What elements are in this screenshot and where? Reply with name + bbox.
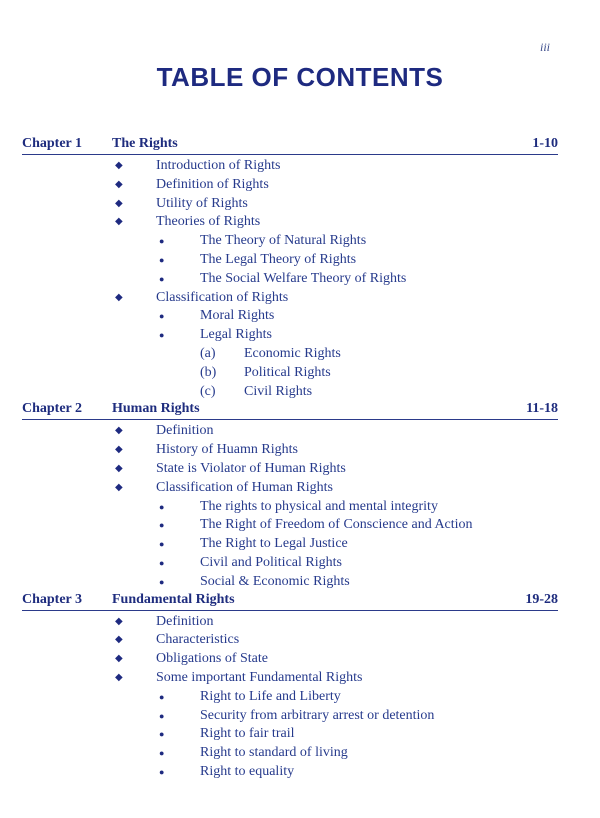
diamond-bullet-icon: ◆ [115, 615, 123, 627]
toc-entry[interactable] [22, 176, 558, 195]
toc-entry[interactable] [22, 213, 558, 232]
diamond-bullet-icon: ◆ [115, 481, 123, 493]
entry-text: State is Violator of Human Rights [156, 460, 346, 476]
entry-text: Definition [156, 423, 214, 439]
dot-bullet-icon: ● [159, 729, 165, 740]
dot-bullet-icon: ● [159, 710, 165, 721]
entry-text: Definition [156, 613, 214, 629]
diamond-bullet-icon: ◆ [115, 671, 123, 683]
dot-bullet-icon: ● [159, 520, 165, 531]
entry-text: Classification of Rights [156, 289, 289, 305]
entry-text: History of Huamn Rights [156, 442, 298, 458]
toc-entry[interactable] [22, 613, 558, 632]
chapter-title: The Rights [112, 136, 178, 151]
entry-text: Moral Rights [200, 308, 275, 324]
entry-text: Utility of Rights [156, 195, 248, 211]
diamond-bullet-icon: ◆ [115, 425, 123, 437]
diamond-bullet-icon: ◆ [115, 634, 123, 646]
chapter-number: Chapter 2 [22, 401, 83, 417]
entry-marker: (a) [200, 345, 216, 361]
diamond-bullet-icon: ◆ [115, 178, 123, 190]
entry-text: Social & Economic Rights [200, 573, 350, 589]
entry-text: The Right of Freedom of Conscience and Action [200, 517, 473, 533]
chapter-pages: 19-28 [525, 591, 558, 607]
toc-entry[interactable] [22, 460, 558, 479]
table-of-contents [22, 136, 558, 782]
toc-entry[interactable] [22, 195, 558, 214]
dot-bullet-icon: ● [159, 766, 165, 777]
toc-entry[interactable] [22, 554, 558, 573]
entry-text: Political Rights [244, 364, 331, 380]
entry-text: Characteristics [156, 632, 240, 648]
chapter-title: Human Rights [112, 401, 200, 417]
diamond-bullet-icon: ◆ [115, 653, 123, 665]
entry-text: Right to equality [200, 763, 295, 779]
chapter-heading[interactable] [22, 136, 558, 155]
chapter-2 [22, 401, 558, 591]
chapter-1 [22, 136, 558, 401]
toc-entry[interactable] [22, 707, 558, 726]
toc-entry[interactable] [22, 270, 558, 289]
entry-text: Theories of Rights [156, 214, 261, 230]
diamond-bullet-icon: ◆ [115, 216, 123, 228]
toc-entry[interactable] [22, 364, 558, 383]
toc-entry[interactable] [22, 383, 558, 402]
entry-text: Economic Rights [244, 345, 341, 361]
entry-text: The Right to Legal Justice [200, 536, 348, 552]
diamond-bullet-icon: ◆ [115, 197, 123, 209]
chapter-items [22, 157, 558, 401]
dot-bullet-icon: ● [159, 557, 165, 568]
page-title: TABLE OF CONTENTS [156, 62, 444, 92]
entry-marker: (b) [200, 364, 217, 380]
toc-entry[interactable] [22, 669, 558, 688]
entry-text: Some important Fundamental Rights [156, 669, 363, 685]
chapter-title: Fundamental Rights [112, 591, 235, 607]
entry-text: Obligations of State [156, 651, 268, 667]
chapter-heading[interactable] [22, 592, 558, 611]
entry-text: Right to fair trail [200, 726, 295, 742]
chapter-heading[interactable] [22, 401, 558, 420]
chapter-number: Chapter 3 [22, 591, 83, 607]
toc-entry[interactable] [22, 232, 558, 251]
chapter-items [22, 422, 558, 591]
dot-bullet-icon: ● [159, 501, 165, 512]
entry-text: The Legal Theory of Rights [200, 251, 357, 267]
dot-bullet-icon: ● [159, 576, 165, 587]
toc-entry[interactable] [22, 326, 558, 345]
page-number: iii [539, 40, 550, 54]
entry-text: Right to Life and Liberty [200, 688, 341, 704]
chapter-number: Chapter 1 [22, 136, 83, 151]
chapter-pages: 11-18 [526, 401, 558, 417]
dot-bullet-icon: ● [159, 311, 165, 322]
entry-text: Civil Rights [244, 383, 313, 399]
toc-entry[interactable] [22, 744, 558, 763]
entry-text: Definition of Rights [156, 176, 269, 192]
dot-bullet-icon: ● [159, 330, 165, 341]
entry-text: Right to standard of living [200, 745, 348, 761]
dot-bullet-icon: ● [159, 691, 165, 702]
chapter-3 [22, 592, 558, 782]
entry-text: The Social Welfare Theory of Rights [200, 270, 407, 286]
entry-text: The Theory of Natural Rights [200, 233, 367, 249]
diamond-bullet-icon: ◆ [115, 291, 123, 303]
toc-entry[interactable] [22, 251, 558, 270]
toc-entry[interactable] [22, 516, 558, 535]
diamond-bullet-icon: ◆ [115, 444, 123, 456]
toc-entry[interactable] [22, 650, 558, 669]
toc-entry[interactable] [22, 573, 558, 592]
entry-text: Classification of Human Rights [156, 479, 333, 495]
toc-entry[interactable] [22, 422, 558, 441]
entry-text: Security from arbitrary arrest or detention [200, 707, 435, 723]
toc-entry[interactable] [22, 631, 558, 650]
chapter-items [22, 613, 558, 782]
diamond-bullet-icon: ◆ [115, 160, 123, 171]
toc-entry[interactable] [22, 441, 558, 460]
dot-bullet-icon: ● [159, 539, 165, 550]
toc-entry[interactable] [22, 688, 558, 707]
dot-bullet-icon: ● [159, 273, 165, 284]
dot-bullet-icon: ● [159, 236, 165, 247]
entry-marker: (c) [200, 383, 216, 399]
toc-entry[interactable] [22, 498, 558, 517]
entry-text: Legal Rights [200, 327, 272, 343]
toc-entry[interactable] [22, 479, 558, 498]
toc-entry[interactable] [22, 725, 558, 744]
toc-entry[interactable] [22, 157, 558, 176]
entry-text: The rights to physical and mental integrity [200, 498, 438, 514]
toc-entry[interactable] [22, 345, 558, 364]
toc-entry[interactable] [22, 763, 558, 782]
diamond-bullet-icon: ◆ [115, 462, 123, 474]
toc-entry[interactable] [22, 535, 558, 554]
dot-bullet-icon: ● [159, 748, 165, 759]
dot-bullet-icon: ● [159, 254, 165, 265]
entry-text: Introduction of Rights [156, 158, 281, 173]
entry-text: Civil and Political Rights [200, 554, 342, 570]
toc-entry[interactable] [22, 289, 558, 308]
toc-entry[interactable] [22, 307, 558, 326]
chapter-pages: 1-10 [532, 136, 558, 151]
